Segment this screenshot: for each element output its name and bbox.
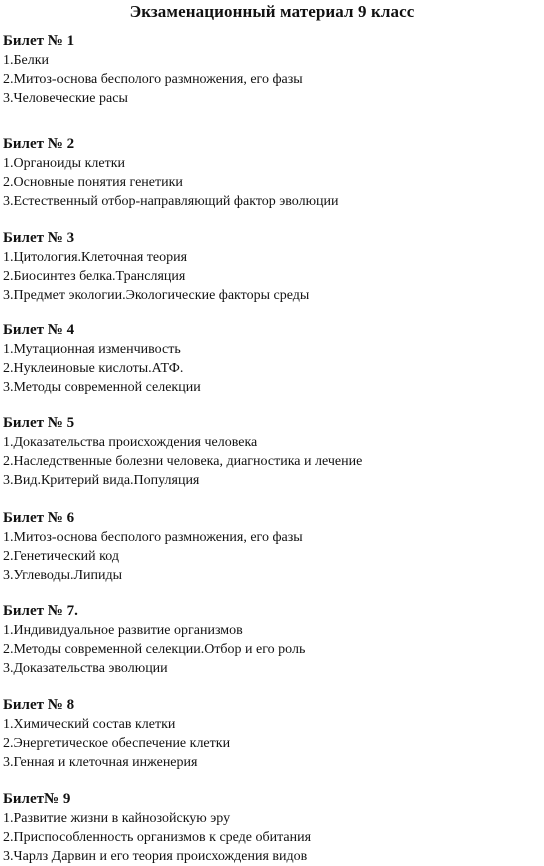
ticket-7 [3, 602, 538, 678]
ticket-question: 1.Развитие жизни в кайнозойскую эру [3, 811, 231, 826]
ticket-5 [3, 414, 538, 490]
ticket-question: 3.Вид.Критерий вида.Популяция [3, 473, 200, 488]
ticket-heading: Билет № 7. [3, 603, 78, 619]
ticket-question: 2.Энергетическое обеспечение клетки [3, 736, 231, 751]
ticket-question: 2.Наследственные болезни человека, диагностика и лечение [3, 454, 363, 469]
ticket-question: 3.Доказательства эволюции [3, 661, 168, 676]
ticket-question: 2.Основные понятия генетики [3, 175, 183, 190]
ticket-question: 1.Белки [3, 53, 50, 68]
ticket-question: 3.Методы современной селекции [3, 380, 201, 395]
ticket-question: 2.Митоз-основа бесполого размножения, его фазы [3, 72, 303, 87]
ticket-question: 2.Методы современной селекции.Отбор и его роль [3, 642, 306, 657]
ticket-heading: Билет № 5 [3, 415, 75, 431]
ticket-question: 3.Естественный отбор-направляющий фактор эволюции [3, 194, 339, 209]
ticket-question: 3.Углеводы.Липиды [3, 568, 123, 583]
ticket-question: 1.Индивидуальное развитие организмов [3, 623, 243, 638]
ticket-8 [3, 696, 538, 772]
ticket-heading: Билет № 3 [3, 230, 75, 246]
ticket-question: 3.Человеческие расы [3, 91, 128, 106]
ticket-6 [3, 509, 538, 585]
ticket-question: 1.Мутационная изменчивость [3, 342, 181, 357]
ticket-heading: Билет № 8 [3, 697, 75, 713]
ticket-question: 2.Нуклеиновые кислоты.АТФ. [3, 361, 184, 376]
ticket-question: 1.Доказательства происхождения человека [3, 435, 258, 450]
ticket-heading: Билет№ 9 [3, 791, 71, 807]
ticket-question: 1.Цитология.Клеточная теория [3, 250, 188, 265]
ticket-3 [3, 229, 538, 305]
ticket-heading: Билет № 2 [3, 136, 75, 152]
ticket-heading: Билет № 6 [3, 510, 75, 526]
ticket-heading: Билет № 4 [3, 322, 75, 338]
ticket-question: 2.Биосинтез белка.Трансляция [3, 269, 186, 284]
ticket-9 [3, 790, 538, 866]
ticket-heading: Билет № 1 [3, 33, 75, 49]
ticket-question: 2.Приспособленность организмов к среде обитания [3, 830, 312, 845]
ticket-question: 1.Химический состав клетки [3, 717, 176, 732]
ticket-question: 3.Генная и клеточная инженерия [3, 755, 198, 770]
ticket-question: 3.Чарлз Дарвин и его теория происхождения видов [3, 849, 308, 864]
document-title: Экзаменационный материал 9 класс [129, 2, 415, 21]
ticket-1 [3, 32, 538, 108]
ticket-question: 1.Митоз-основа бесполого размножения, его фазы [3, 530, 303, 545]
ticket-question: 3.Предмет экологии.Экологические факторы среды [3, 288, 310, 303]
ticket-question: 2.Генетический код [3, 549, 119, 564]
ticket-question: 1.Органоиды клетки [3, 156, 125, 171]
ticket-2 [3, 135, 538, 211]
ticket-4 [3, 321, 538, 397]
